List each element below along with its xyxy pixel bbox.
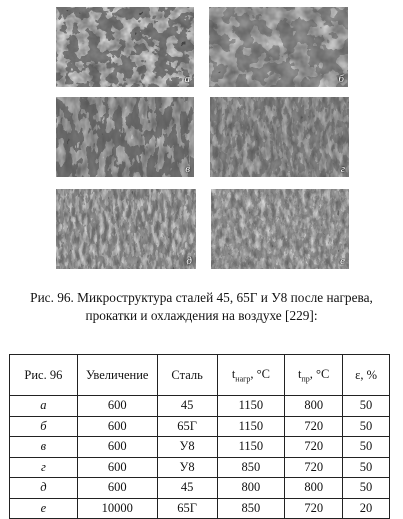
table-header-row [10, 355, 390, 396]
cell-heating-temp: 850 [217, 498, 285, 519]
panel-label-e: д [186, 255, 192, 267]
cell-steel: У8 [157, 437, 217, 458]
panel-label-c: в [185, 163, 190, 175]
table-row [10, 416, 390, 437]
cell-rolling-temp: 800 [285, 478, 343, 499]
header-heating-temp-unit: , °С [250, 366, 271, 381]
cell-heating-temp: 850 [217, 457, 285, 478]
cell-steel: 65Г [157, 498, 217, 519]
cell-magnification: 600 [77, 396, 157, 417]
cell-rolling-temp: 720 [285, 416, 343, 437]
table-row [10, 396, 390, 417]
header-rolling-temp-main: t [298, 366, 302, 381]
cell-magnification: 600 [77, 457, 157, 478]
cell-heating-temp: 1150 [217, 416, 285, 437]
cell-strain: 20 [343, 498, 390, 519]
table-row [10, 478, 390, 499]
cell-strain: 50 [343, 478, 390, 499]
header-strain: ε, % [343, 355, 390, 396]
cell-strain: 50 [343, 416, 390, 437]
micrograph-f [211, 189, 349, 269]
caption-line-2: прокатки и охлаждения на воздухе [229]: [85, 308, 318, 323]
cell-heating-temp: 800 [217, 478, 285, 499]
cell-fig: д [10, 478, 78, 499]
header-magnification: Увеличение [77, 355, 157, 396]
header-steel: Сталь [157, 355, 217, 396]
cell-magnification: 10000 [77, 498, 157, 519]
panel-label-b: б [338, 73, 344, 85]
cell-fig: б [10, 416, 78, 437]
micrograph-e [56, 189, 196, 269]
figure-caption [0, 289, 403, 325]
micrograph-b [209, 7, 348, 87]
table-row [10, 498, 390, 519]
panel-label-f: е [340, 255, 345, 267]
cell-rolling-temp: 720 [285, 437, 343, 458]
cell-heating-temp: 1150 [217, 437, 285, 458]
cell-steel: У8 [157, 457, 217, 478]
header-heating-temp [217, 355, 285, 396]
cell-steel: 45 [157, 478, 217, 499]
header-fig: Рис. 96 [10, 355, 78, 396]
cell-steel: 45 [157, 396, 217, 417]
cell-rolling-temp: 720 [285, 457, 343, 478]
micrograph-c-texture [56, 97, 194, 177]
cell-rolling-temp: 720 [285, 498, 343, 519]
cell-fig: е [10, 498, 78, 519]
cell-fig: г [10, 457, 78, 478]
cell-steel: 65Г [157, 416, 217, 437]
cell-heating-temp: 1150 [217, 396, 285, 417]
cell-magnification: 600 [77, 437, 157, 458]
conditions-table [9, 354, 390, 519]
panel-label-a: а [184, 73, 190, 85]
header-rolling-temp [285, 355, 343, 396]
table-row [10, 457, 390, 478]
caption-line-1: Рис. 96. Микроструктура сталей 45, 65Г и У8 после нагрева, [30, 290, 373, 305]
panel-label-d: г [340, 163, 345, 175]
cell-strain: 50 [343, 437, 390, 458]
micrograph-d-texture [210, 97, 349, 177]
cell-strain: 50 [343, 457, 390, 478]
table-row [10, 437, 390, 458]
cell-fig: в [10, 437, 78, 458]
micrograph-a-texture [56, 7, 194, 87]
cell-strain: 50 [343, 396, 390, 417]
cell-rolling-temp: 800 [285, 396, 343, 417]
micrograph-e-texture [56, 189, 196, 269]
micrograph-d [210, 97, 349, 177]
header-heating-temp-sub: нагр [235, 374, 251, 384]
micrograph-b-texture [209, 7, 348, 87]
micrograph-f-texture [211, 189, 349, 269]
cell-magnification: 600 [77, 478, 157, 499]
micrograph-a [56, 7, 194, 87]
micrograph-c [56, 97, 194, 177]
cell-magnification: 600 [77, 416, 157, 437]
header-rolling-temp-sub: пр [301, 374, 310, 384]
cell-fig: а [10, 396, 78, 417]
header-heating-temp-main: t [231, 366, 236, 381]
header-rolling-temp-unit: , °С [309, 366, 330, 381]
